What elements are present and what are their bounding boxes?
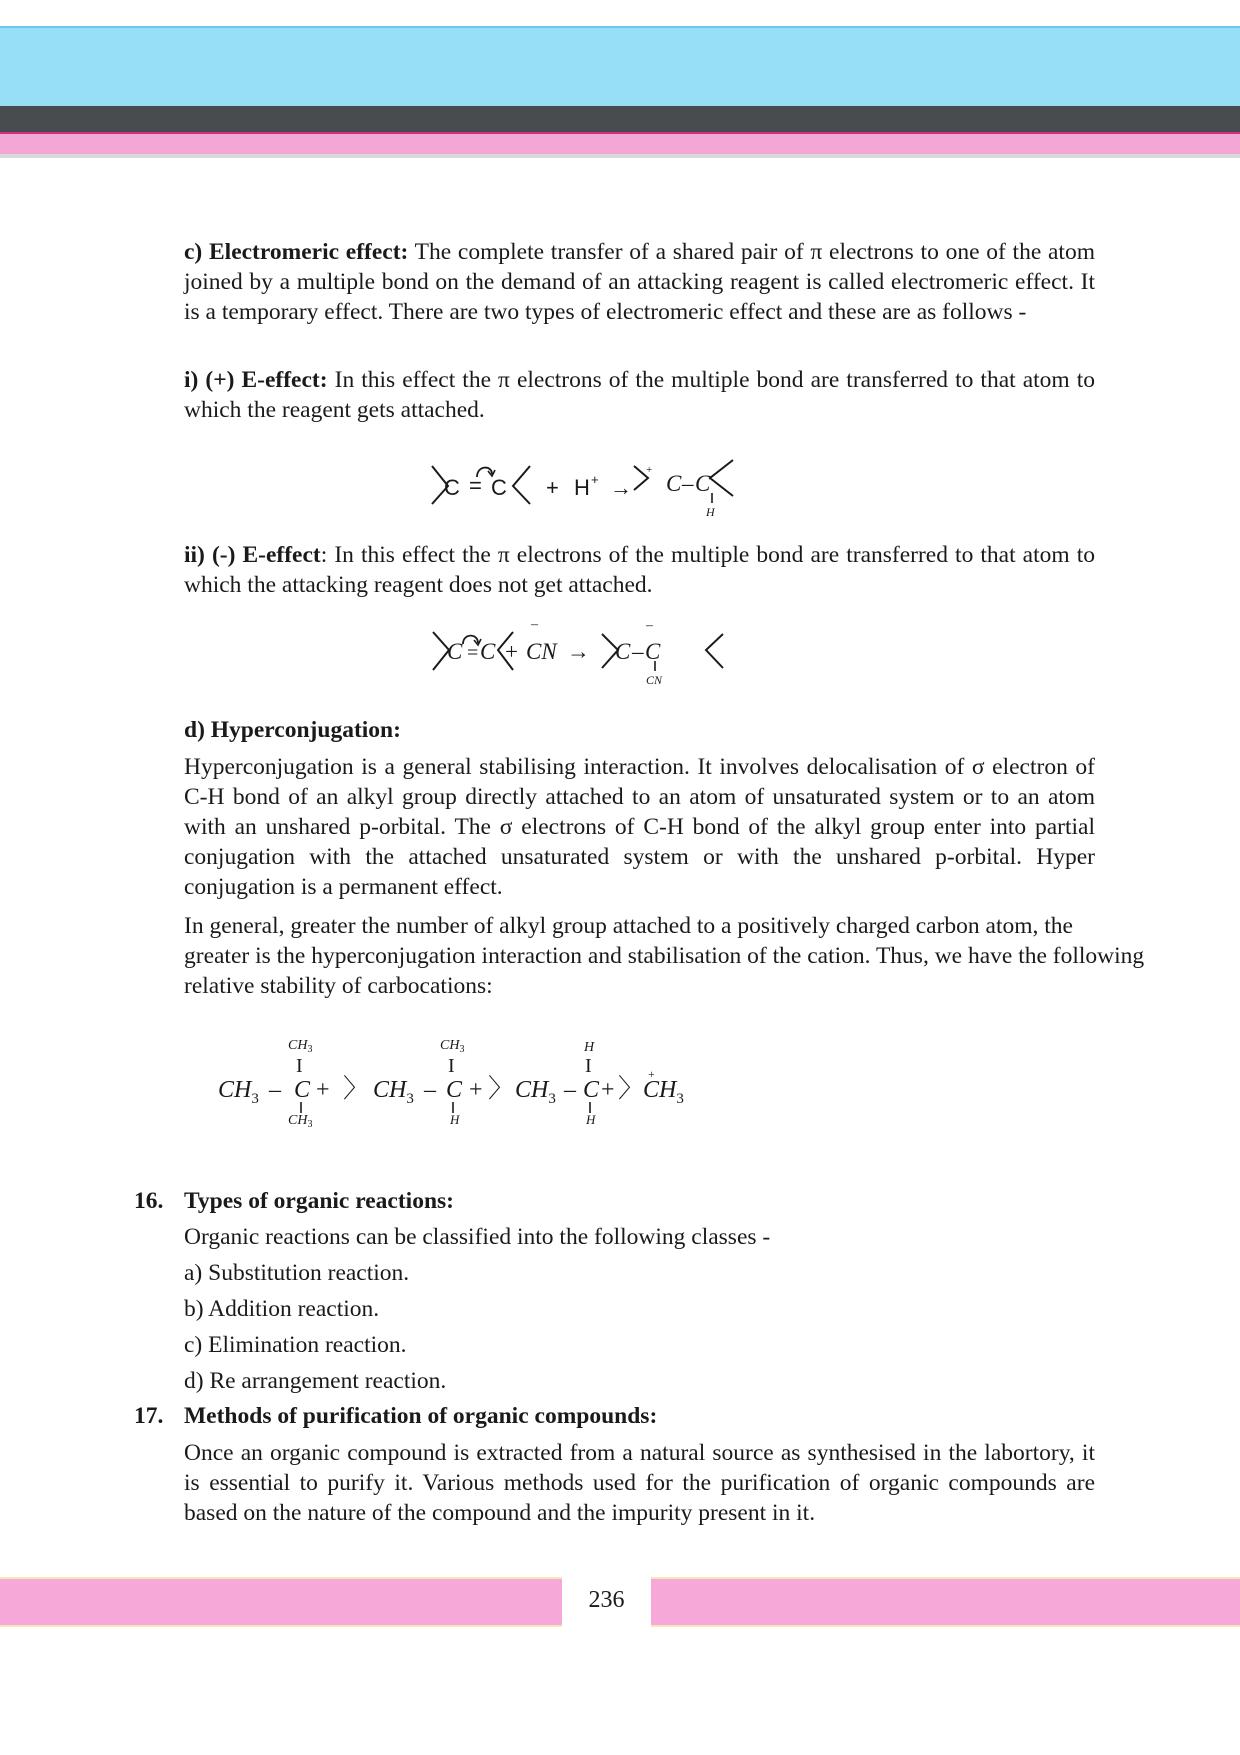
hyperconjugation-paragraph-1: Hyperconjugation is a general stabilising interaction. It involves delocalisation of σ electron of C-H bond of an alkyl group directly attached to an atom of unsaturated system or to an atom with an unshared p-orbital. The σ electrons of C-H bond of the alkyl group enter into partial conjugation with the attached unsaturated system or with the unshared p-orbital. Hyper conjugation is a permanent effect.	[184, 754, 1095, 900]
plus-charge: +	[648, 1067, 655, 1081]
section-17-number: 17.	[134, 1403, 164, 1429]
ch-label: CH	[373, 1077, 407, 1103]
h-bottom: H	[450, 1112, 460, 1127]
ch-label: CH	[643, 1077, 677, 1103]
eq-double-bond: =	[469, 473, 482, 498]
eq-reagent-h: H	[574, 475, 590, 500]
eq-reagent-charge: +	[591, 472, 599, 487]
ch3-group	[643, 1077, 684, 1107]
bond-top: I	[585, 1055, 592, 1077]
ch3-bottom	[288, 1113, 312, 1130]
greater-than-1: 〉	[343, 1074, 370, 1103]
electromeric-effect-text: The complete transfer of a shared pair of π electrons to one of the atom joined by a multiple bond on the demand of an attacking reagent is called electromeric effect. It is a temporary effect. There are two types of electromeric effect and these are as follows -	[184, 239, 1095, 325]
plus-e-effect-equation	[420, 446, 740, 526]
dash: –	[564, 1077, 576, 1103]
minus-e-effect-paragraph	[184, 540, 1095, 600]
eq-reagent-cn: CN	[526, 639, 557, 664]
ch3-top	[440, 1038, 464, 1055]
eq-product-c2: C	[645, 639, 661, 664]
header-band-pink	[0, 132, 1240, 156]
central-carbon: C	[294, 1077, 311, 1103]
minus-e-effect-text: : In this effect the π electrons of the multiple bond are transferred to that atom to which the attacking reagent does not get attached.	[184, 542, 1095, 598]
plus-e-effect-text: In this effect the π electrons of the multiple bond are transferred to that atom to which the reagent gets attached.	[184, 367, 1095, 423]
dash: –	[424, 1077, 436, 1103]
list-item: a) Substitution reaction.	[184, 1260, 410, 1286]
bond-top: I	[296, 1055, 303, 1077]
eq-atom-c2: C	[480, 639, 496, 664]
section-16-intro: Organic reactions can be classified into the following classes -	[184, 1224, 771, 1250]
plus-charge: +	[316, 1077, 330, 1103]
hyperconjugation-para2-line2: greater is the hyperconjugation interaction and stabilisation of the cation. Thus, we have the following	[184, 943, 1145, 969]
central-carbon: C	[583, 1077, 600, 1103]
hyperconjugation-para2-line1: In general, greater the number of alkyl group attached to a positively charged carbon atom, the	[184, 913, 1073, 939]
eq-atom-c1: C	[444, 475, 460, 500]
eq-attached-h: H	[706, 505, 715, 519]
eq-arrow: →	[610, 475, 632, 500]
sub-3: 3	[676, 1091, 684, 1107]
methyl-carbocation	[643, 1067, 684, 1107]
bond-top: I	[448, 1055, 455, 1077]
eq-product-dash: –	[632, 639, 644, 664]
list-item: c) Elimination reaction.	[184, 1332, 407, 1358]
plus-e-effect-paragraph	[184, 365, 1095, 425]
plus-charge: +	[601, 1077, 615, 1103]
eq-double-bond: =	[467, 642, 479, 664]
dash: –	[269, 1077, 281, 1103]
eq-product-c1: C	[615, 639, 631, 664]
carbocation-stability-equation	[218, 1036, 698, 1128]
eq-product-c2: C	[695, 471, 711, 496]
header-band-grey	[0, 154, 1240, 158]
tertiary-carbocation	[218, 1038, 330, 1130]
eq-product-dash: –	[682, 471, 694, 496]
plus-charge: +	[469, 1077, 483, 1103]
eq-atom-c2: C	[491, 475, 507, 500]
header-band-dark	[0, 106, 1240, 132]
minus-e-effect-equation	[425, 616, 735, 692]
ch3-group	[515, 1077, 556, 1107]
h-top: H	[584, 1040, 595, 1055]
eq-atom-c1: C	[447, 639, 463, 664]
list-item: d) Re arrangement reaction.	[184, 1368, 447, 1394]
ch3-group	[373, 1077, 414, 1107]
sub-3: 3	[548, 1091, 556, 1107]
minus-e-effect-heading: ii) (-) E-effect	[184, 542, 321, 568]
eq-product-c1: C	[666, 471, 682, 496]
ch3-group	[218, 1077, 259, 1107]
section-17-paragraph: Once an organic compound is extracted from a natural source as synthesised in the labortory, it is essential to purify it. Various methods used for the purification of organic compounds are based on the nature of the compound and the impurity present in it.	[184, 1440, 1095, 1526]
product-bond-lines-right	[706, 634, 723, 668]
footer-band-left	[0, 1577, 562, 1627]
primary-carbocation	[515, 1040, 615, 1127]
ch-label: CH	[440, 1038, 460, 1053]
eq-plus: +	[505, 639, 518, 664]
sub-3: 3	[307, 1119, 313, 1130]
section-17-heading: Methods of purification of organic compounds:	[184, 1403, 658, 1429]
sub-3: 3	[406, 1091, 414, 1107]
greater-than-3: 〉	[618, 1074, 645, 1103]
ch-label: CH	[515, 1077, 549, 1103]
section-16-heading: Types of organic reactions:	[184, 1188, 454, 1214]
product-bond-lines-right	[710, 460, 733, 496]
hyperconjugation-para2-line3: relative stability of carbocations:	[184, 973, 493, 999]
plus-e-effect-heading: i) (+) E-effect:	[184, 367, 328, 393]
central-carbon: C	[446, 1077, 463, 1103]
hyperconjugation-paragraph-2	[184, 911, 1145, 1001]
sub-3: 3	[459, 1044, 465, 1055]
page-number: 236	[588, 1587, 625, 1613]
sub-3: 3	[307, 1044, 313, 1055]
footer-band-right	[651, 1577, 1240, 1627]
bond-lines-right	[513, 466, 530, 504]
eq-attached-cn: CN	[646, 673, 663, 687]
eq-plus: +	[546, 475, 559, 500]
eq-carbocation-charge: +	[646, 464, 653, 476]
electromeric-effect-heading: c) Electromeric effect:	[184, 239, 409, 265]
h-bottom: H	[586, 1112, 596, 1127]
ch3-top	[288, 1038, 312, 1055]
eq-carbanion-charge: –	[646, 618, 653, 633]
ch-label: CH	[288, 1113, 308, 1128]
header-band-blue	[0, 26, 1240, 106]
section-16-number: 16.	[134, 1188, 164, 1214]
ch-label: CH	[218, 1077, 252, 1103]
sub-3: 3	[251, 1091, 259, 1107]
ch-label: CH	[288, 1038, 308, 1053]
eq-cn-charge: –	[531, 617, 538, 632]
greater-than-2: 〉	[488, 1074, 515, 1103]
electromeric-effect-paragraph	[184, 237, 1095, 327]
hyperconjugation-heading: d) Hyperconjugation:	[184, 717, 401, 743]
eq-arrow: →	[567, 639, 590, 664]
secondary-carbocation	[373, 1038, 483, 1127]
list-item: b) Addition reaction.	[184, 1296, 380, 1322]
